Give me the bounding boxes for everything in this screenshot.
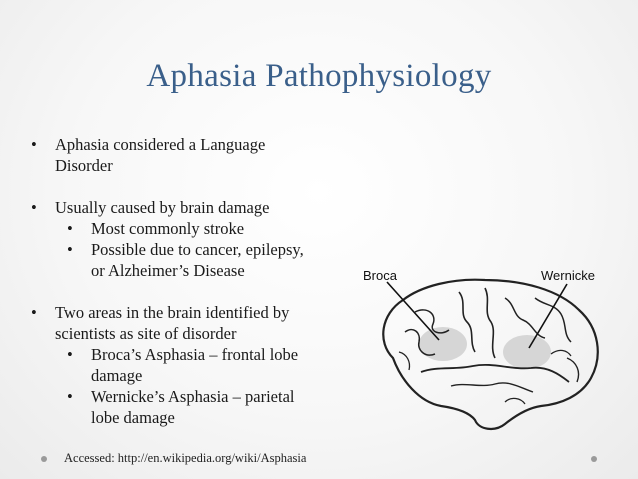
sub-bullet-item: damage <box>91 366 143 385</box>
sub-bullet-item: • Most commonly stroke <box>30 218 350 239</box>
sub-bullet-item: lobe damage <box>91 408 175 427</box>
broca-pointer <box>387 282 439 340</box>
bullet-spacer <box>30 176 350 197</box>
slide-title: Aphasia Pathophysiology <box>146 58 492 94</box>
bullet-item: Disorder <box>55 156 113 175</box>
sub-bullet-item: • Wernicke’s Asphasia – parietal <box>30 386 350 407</box>
footer-dot-right <box>591 456 597 462</box>
bullet-spacer <box>30 281 350 302</box>
footer-citation: Accessed: http://en.wikipedia.org/wiki/Asphasia <box>64 451 307 465</box>
brain-outline <box>383 280 597 429</box>
bullet-item: • Usually caused by brain damage <box>30 197 350 218</box>
brain-diagram <box>355 262 623 440</box>
bullet-item: • Aphasia considered a Language <box>30 134 350 155</box>
bullet-item: scientists as site of disorder <box>55 324 237 343</box>
sub-bullet-item: • Possible due to cancer, epilepsy, <box>30 239 350 260</box>
footer-dot-left <box>41 456 47 462</box>
sub-bullet-item: or Alzheimer’s Disease <box>91 261 245 280</box>
wernicke-area <box>503 335 551 369</box>
brain-illustration <box>355 262 623 440</box>
sub-bullet-item: • Broca’s Asphasia – frontal lobe <box>30 344 350 365</box>
bullet-list <box>30 134 350 428</box>
broca-label: Broca <box>363 268 397 283</box>
bullet-item: • Two areas in the brain identified by <box>30 302 350 323</box>
wernicke-label: Wernicke <box>541 268 595 283</box>
